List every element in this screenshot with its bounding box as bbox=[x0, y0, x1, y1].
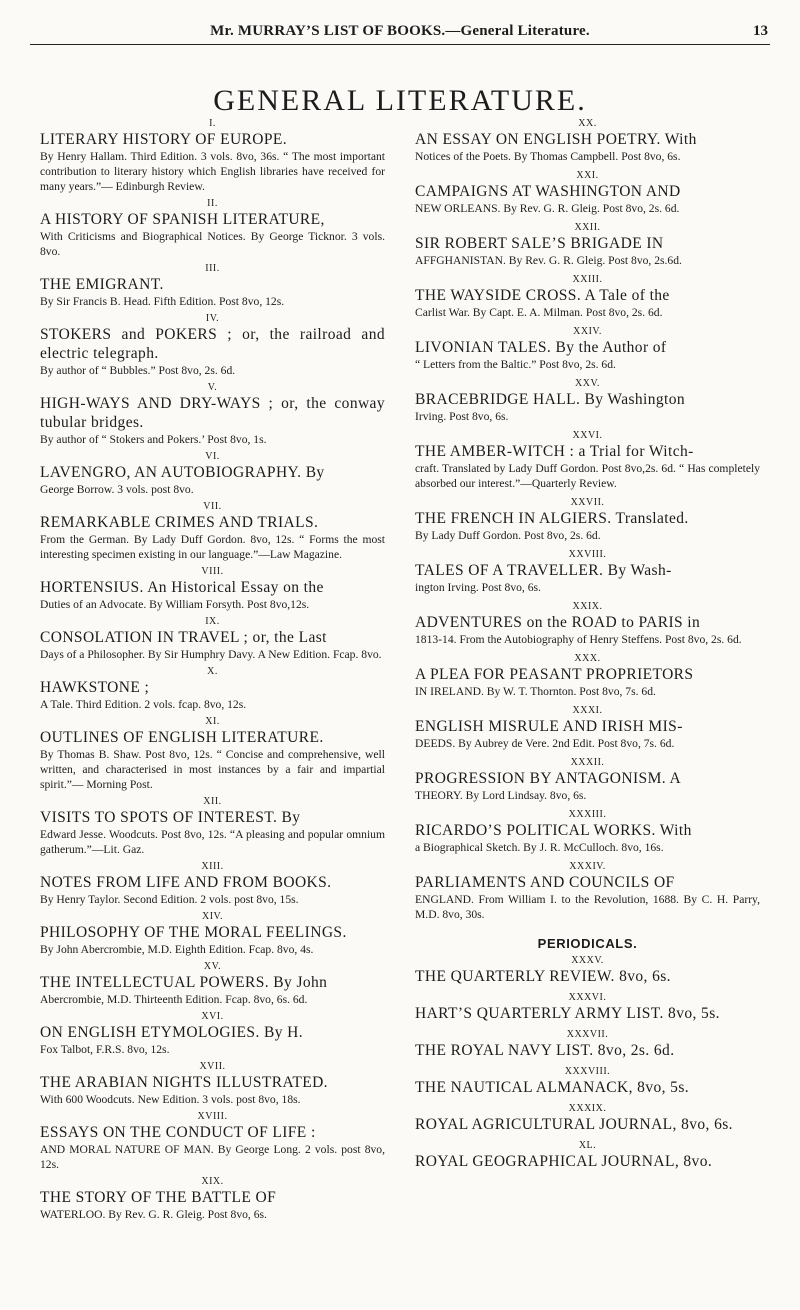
entry-number: XXXV. bbox=[571, 955, 604, 966]
book-entry bbox=[415, 274, 760, 320]
book-entry bbox=[40, 961, 385, 1007]
entry-title: ROYAL AGRICULTURAL JOURNAL, 8vo, 6s. bbox=[415, 1116, 733, 1133]
entry-number: XXIV. bbox=[573, 326, 602, 337]
entry-detail: DEEDS. By Aubrey de Vere. 2nd Edit. Post 8vo, 7s. 6d. bbox=[415, 737, 675, 750]
entry-detail: AND MORAL NATURE OF MAN. By George Long. 2 vols. post 8vo, 12s. bbox=[40, 1143, 385, 1171]
book-entry bbox=[40, 1061, 385, 1107]
book-entry bbox=[40, 263, 385, 309]
entry-title: THE STORY OF THE BATTLE OF bbox=[40, 1189, 277, 1206]
entry-number: XIII. bbox=[201, 861, 224, 872]
entry-title: THE WAYSIDE CROSS. A Tale of the bbox=[415, 287, 670, 304]
entry-detail: By Lady Duff Gordon. Post 8vo, 2s. 6d. bbox=[415, 529, 601, 542]
entry-detail: Carlist War. By Capt. E. A. Milman. Post 8vo, 2s. 6d. bbox=[415, 306, 663, 319]
entry-number: XXXVIII. bbox=[564, 1066, 611, 1077]
entry-title: THE AMBER-WITCH : a Trial for Witch- bbox=[415, 443, 694, 460]
entry-title: THE ARABIAN NIGHTS ILLUSTRATED. bbox=[40, 1074, 328, 1091]
entry-number: XVII. bbox=[199, 1061, 226, 1072]
entry-number: XXVII. bbox=[570, 497, 605, 508]
entry-title: AN ESSAY ON ENGLISH POETRY. With bbox=[415, 131, 697, 148]
page-number: 13 bbox=[753, 23, 768, 39]
entry-number: XXXIII. bbox=[568, 809, 607, 820]
book-entry bbox=[40, 1176, 385, 1222]
entry-title: TALES OF A TRAVELLER. By Wash- bbox=[415, 562, 672, 579]
entry-detail: ENGLAND. From William I. to the Revolution, 1688. By C. H. Parry, M.D. 8vo, 30s. bbox=[415, 893, 760, 921]
entry-number: XVIII. bbox=[197, 1111, 228, 1122]
entry-title: ADVENTURES on the ROAD to PARIS in bbox=[415, 614, 701, 631]
book-entry bbox=[415, 222, 760, 268]
entry-title: NOTES FROM LIFE AND FROM BOOKS. bbox=[40, 874, 332, 891]
entry-number: XVI. bbox=[201, 1011, 224, 1022]
entry-detail: craft. Translated by Lady Duff Gordon. Post 8vo,2s. 6d. “ Has completely absorbed our interest.”—Quarterly Review. bbox=[415, 462, 760, 490]
entry-title: THE QUARTERLY REVIEW. 8vo, 6s. bbox=[415, 968, 671, 985]
book-entry bbox=[40, 911, 385, 957]
entry-title: OUTLINES OF ENGLISH LITERATURE. bbox=[40, 729, 324, 746]
entry-title: STOKERS and POKERS ; or, the railroad and electric telegraph. bbox=[40, 326, 385, 362]
entry-detail: Days of a Philosopher. By Sir Humphry Davy. A New Edition. Fcap. 8vo. bbox=[40, 648, 382, 661]
entry-title: LAVENGRO, AN AUTOBIOGRAPHY. By bbox=[40, 464, 325, 481]
entry-number: XXIII. bbox=[572, 274, 603, 285]
entry-title: PHILOSOPHY OF THE MORAL FEELINGS. bbox=[40, 924, 347, 941]
book-entry bbox=[415, 757, 760, 803]
entry-title: HORTENSIUS. An Historical Essay on the bbox=[40, 579, 324, 596]
entry-detail: WATERLOO. By Rev. G. R. Gleig. Post 8vo, 6s. bbox=[40, 1208, 267, 1221]
periodicals-heading: PERIODICALS. bbox=[537, 936, 638, 951]
entry-number: VI. bbox=[205, 451, 220, 462]
entry-number: XIX. bbox=[201, 1176, 224, 1187]
entry-detail: 1813-14. From the Autobiography of Henry Steffens. Post 8vo, 2s. 6d. bbox=[415, 633, 742, 646]
entry-number: I. bbox=[209, 118, 216, 129]
book-entry bbox=[415, 549, 760, 595]
section-title: GENERAL LITERATURE. bbox=[213, 84, 587, 117]
entry-number: XXXI. bbox=[572, 705, 603, 716]
book-entry bbox=[40, 382, 385, 447]
periodical-entry bbox=[415, 1103, 760, 1134]
entry-number: XXXIX. bbox=[568, 1103, 607, 1114]
entry-detail: THEORY. By Lord Lindsay. 8vo, 6s. bbox=[415, 789, 587, 802]
periodical-entry bbox=[415, 955, 760, 986]
entry-title: BRACEBRIDGE HALL. By Washington bbox=[415, 391, 686, 408]
entry-detail: By author of “ Stokers and Pokers.’ Post 8vo, 1s. bbox=[40, 433, 267, 446]
entry-detail: By author of “ Bubbles.” Post 8vo, 2s. 6d. bbox=[40, 364, 236, 377]
book-entry bbox=[40, 716, 385, 792]
entry-title: PROGRESSION BY ANTAGONISM. A bbox=[415, 770, 682, 787]
entry-title: VISITS TO SPOTS OF INTEREST. By bbox=[40, 809, 301, 826]
entry-title: HART’S QUARTERLY ARMY LIST. 8vo, 5s. bbox=[415, 1005, 720, 1022]
entry-number: XXVI. bbox=[572, 430, 603, 441]
entry-detail: Irving. Post 8vo, 6s. bbox=[415, 410, 509, 423]
book-entry bbox=[40, 451, 385, 497]
entry-title: SIR ROBERT SALE’S BRIGADE IN bbox=[415, 235, 664, 252]
entry-title: REMARKABLE CRIMES AND TRIALS. bbox=[40, 514, 319, 531]
book-entry bbox=[40, 313, 385, 378]
book-entry bbox=[40, 616, 385, 662]
entry-number: XL. bbox=[578, 1140, 597, 1151]
entry-detail: By Henry Hallam. Third Edition. 3 vols. 8vo, 36s. “ The most important contribution to literary history which English libraries have received for many years.”— Edinburgh Review. bbox=[40, 150, 385, 193]
entry-title: ON ENGLISH ETYMOLOGIES. By H. bbox=[40, 1024, 304, 1041]
book-entry bbox=[40, 1111, 385, 1172]
entry-number: XXV. bbox=[575, 378, 600, 389]
entry-detail: By Thomas B. Shaw. Post 8vo, 12s. “ Concise and comprehensive, well written, and characterised in most instances by a fair and impartial spirit.”— Morning Post. bbox=[40, 748, 385, 791]
entry-number: XII. bbox=[203, 796, 222, 807]
entry-number: V. bbox=[207, 382, 218, 393]
entry-title: LITERARY HISTORY OF EUROPE. bbox=[40, 131, 288, 148]
book-entry bbox=[415, 326, 760, 372]
entry-detail: With 600 Woodcuts. New Edition. 3 vols. post 8vo, 18s. bbox=[40, 1093, 301, 1106]
book-entry bbox=[415, 170, 760, 216]
entry-number: XXXIV. bbox=[569, 861, 606, 872]
entry-detail: Fox Talbot, F.R.S. 8vo, 12s. bbox=[40, 1043, 170, 1056]
book-entry bbox=[415, 861, 760, 922]
book-entry bbox=[40, 501, 385, 562]
entry-detail: A Tale. Third Edition. 2 vols. fcap. 8vo, 12s. bbox=[40, 698, 247, 711]
book-entry bbox=[415, 497, 760, 543]
entry-title: CONSOLATION IN TRAVEL ; or, the Last bbox=[40, 629, 327, 646]
running-head bbox=[30, 20, 770, 45]
entry-detail: ington Irving. Post 8vo, 6s. bbox=[415, 581, 541, 594]
entry-number: VIII. bbox=[201, 566, 224, 577]
periodical-entry bbox=[415, 1066, 760, 1097]
book-entry bbox=[40, 861, 385, 907]
entry-title: HAWKSTONE ; bbox=[40, 679, 150, 696]
book-entry bbox=[415, 118, 760, 164]
book-entry bbox=[40, 796, 385, 857]
periodical-entry bbox=[415, 1140, 760, 1171]
running-head-title: Mr. MURRAY’S LIST OF BOOKS.—General Literature. bbox=[210, 23, 590, 39]
entry-number: XXXII. bbox=[570, 757, 605, 768]
entry-detail: Duties of an Advocate. By William Forsyth. Post 8vo,12s. bbox=[40, 598, 310, 611]
entry-title: ESSAYS ON THE CONDUCT OF LIFE : bbox=[40, 1124, 316, 1141]
entry-number: IV. bbox=[205, 313, 220, 324]
entry-title: THE EMIGRANT. bbox=[40, 276, 164, 293]
book-entry bbox=[415, 601, 760, 647]
entry-detail: Notices of the Poets. By Thomas Campbell. Post 8vo, 6s. bbox=[415, 150, 681, 163]
entry-detail: Edward Jesse. Woodcuts. Post 8vo, 12s. “A pleasing and popular omnium gatherum.”—Lit. Gaz. bbox=[40, 828, 385, 856]
entry-title: CAMPAIGNS AT WASHINGTON AND bbox=[415, 183, 681, 200]
entry-number: XXII. bbox=[574, 222, 601, 233]
entry-number: XXI. bbox=[576, 170, 599, 181]
entry-title: ENGLISH MISRULE AND IRISH MIS- bbox=[415, 718, 683, 735]
entry-detail: IN IRELAND. By W. T. Thornton. Post 8vo, 7s. 6d. bbox=[415, 685, 656, 698]
entry-title: A HISTORY OF SPANISH LITERATURE, bbox=[40, 211, 325, 228]
entry-number: III. bbox=[205, 263, 220, 274]
entry-detail: By Sir Francis B. Head. Fifth Edition. Post 8vo, 12s. bbox=[40, 295, 285, 308]
book-entry bbox=[40, 198, 385, 259]
entry-number: II. bbox=[207, 198, 218, 209]
entry-detail: From the German. By Lady Duff Gordon. 8vo, 12s. “ Forms the most interesting specimen existing in our language.”—Law Magazine. bbox=[40, 533, 385, 561]
book-entry bbox=[415, 705, 760, 751]
entry-number: XXVIII. bbox=[568, 549, 607, 560]
entry-number: XIV. bbox=[202, 911, 223, 922]
periodical-entry bbox=[415, 992, 760, 1023]
entry-title: THE ROYAL NAVY LIST. 8vo, 2s. 6d. bbox=[415, 1042, 675, 1059]
book-entry bbox=[40, 118, 385, 194]
entry-number: IX. bbox=[205, 616, 220, 627]
book-entry bbox=[40, 666, 385, 712]
entry-title: A PLEA FOR PEASANT PROPRIETORS bbox=[415, 666, 694, 683]
entry-title: THE FRENCH IN ALGIERS. Translated. bbox=[415, 510, 689, 527]
book-entry bbox=[415, 809, 760, 855]
entry-number: XXXVII. bbox=[566, 1029, 609, 1040]
entry-detail: George Borrow. 3 vols. post 8vo. bbox=[40, 483, 194, 496]
left-column bbox=[40, 118, 385, 1226]
entry-detail: By Henry Taylor. Second Edition. 2 vols. post 8vo, 15s. bbox=[40, 893, 299, 906]
entry-detail: a Biographical Sketch. By J. R. McCulloch. 8vo, 16s. bbox=[415, 841, 664, 854]
entry-detail: AFFGHANISTAN. By Rev. G. R. Gleig. Post 8vo, 2s.6d. bbox=[415, 254, 682, 267]
entry-detail: Abercrombie, M.D. Thirteenth Edition. Fcap. 8vo, 6s. 6d. bbox=[40, 993, 308, 1006]
book-entry bbox=[415, 430, 760, 491]
entry-detail: With Criticisms and Biographical Notices. By George Ticknor. 3 vols. 8vo. bbox=[40, 230, 385, 258]
entry-number: XXX. bbox=[574, 653, 601, 664]
entry-title: THE NAUTICAL ALMANACK, 8vo, 5s. bbox=[415, 1079, 690, 1096]
book-entry bbox=[40, 1011, 385, 1057]
book-entry bbox=[415, 653, 760, 699]
entry-title: LIVONIAN TALES. By the Author of bbox=[415, 339, 667, 356]
entry-number: XXIX. bbox=[572, 601, 603, 612]
entry-title: PARLIAMENTS AND COUNCILS OF bbox=[415, 874, 675, 891]
entry-detail: NEW ORLEANS. By Rev. G. R. Gleig. Post 8vo, 2s. 6d. bbox=[415, 202, 680, 215]
right-column bbox=[415, 118, 760, 1177]
entry-number: VII. bbox=[203, 501, 222, 512]
entry-title: ROYAL GEOGRAPHICAL JOURNAL, 8vo. bbox=[415, 1153, 713, 1170]
book-entry bbox=[415, 378, 760, 424]
entry-number: XV. bbox=[203, 961, 222, 972]
entry-number: XX. bbox=[578, 118, 597, 129]
entry-number: XXXVI. bbox=[568, 992, 607, 1003]
entry-title: HIGH-WAYS AND DRY-WAYS ; or, the conway tubular bridges. bbox=[40, 395, 385, 431]
entry-number: X. bbox=[207, 666, 218, 677]
book-entry bbox=[40, 566, 385, 612]
entry-title: RICARDO’S POLITICAL WORKS. With bbox=[415, 822, 692, 839]
entry-detail: By John Abercrombie, M.D. Eighth Edition. Fcap. 8vo, 4s. bbox=[40, 943, 314, 956]
periodical-entry bbox=[415, 1029, 760, 1060]
entry-number: XI. bbox=[205, 716, 220, 727]
entry-title: THE INTELLECTUAL POWERS. By John bbox=[40, 974, 328, 991]
entry-detail: “ Letters from the Baltic.” Post 8vo, 2s. 6d. bbox=[415, 358, 616, 371]
